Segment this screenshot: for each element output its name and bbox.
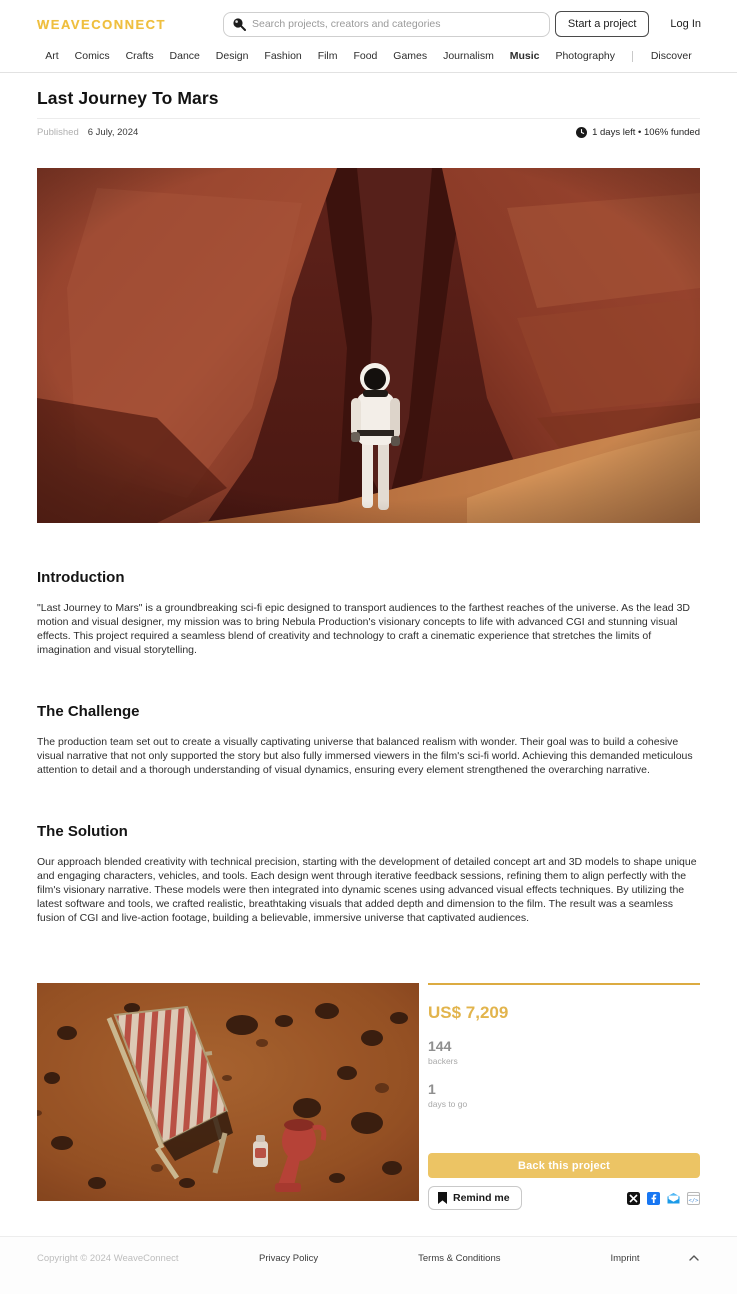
scroll-to-top-chevron-icon[interactable] [688,1252,700,1264]
published-date: 6 July, 2024 [87,127,139,138]
nav-item-food[interactable]: Food [353,50,378,62]
search-input[interactable] [223,12,550,37]
category-nav [0,46,737,73]
nav-divider [632,51,633,62]
site-logo[interactable]: WEAVECONNECT [37,16,166,32]
nav-item-dance[interactable]: Dance [169,50,200,62]
clock-icon [576,127,587,138]
facebook-share-icon[interactable] [647,1192,660,1205]
days-label: days to go [428,1099,468,1109]
nav-item-crafts[interactable]: Crafts [125,50,154,62]
status-badge: 1 days left • 106% funded [592,127,700,138]
published-label: Published [37,127,79,138]
funding-area [37,983,700,1210]
days-count: 1 [428,1081,436,1097]
remind-me-label: Remind me [453,1192,510,1204]
remind-me-button[interactable] [428,1186,522,1210]
copyright-text: Copyright © 2024 WeaveConnect [37,1252,179,1264]
section-solution [37,823,700,925]
section-body: The production team set out to create a visually captivating universe that balanced realism with wonder. Their goal was to build a cohesive visual narrative that not only supported the story but also fully immersed viewers in the film's sci-fi world. Achieving this demanded meticulous attention to detail and a thorough understanding of visual dynamics, ensuring every element strengthened the overarching narrative. [37,736,693,776]
section-introduction [37,569,700,657]
nav-item-discover[interactable]: Discover [650,50,692,62]
bookmark-icon [438,1192,447,1204]
login-link[interactable]: Log In [670,18,701,30]
section-body: Our approach blended creativity with technical precision, starting with the development of detailed concept art and 3D models to shape unique and engaging characters, vehicles, and tools. Each design went through iterative feedback sessions, refining them to align perfectly with the film's visionary narrative. These models were then integrated into dynamic scenes using advanced visual effects techniques. By utilizing the latest software and tools, we crafted realistic, breathtaking visuals that added depth and dimension to the film. The result was a seamless fusion of CGI and live-action footage, building a believable, immersive universe that captivated audiences. [37,856,697,924]
nav-item-comics[interactable]: Comics [74,50,110,62]
funding-panel [428,983,700,1210]
section-heading: The Challenge [37,703,140,720]
search-icon [232,17,246,31]
embed-code-icon[interactable] [687,1192,700,1205]
nav-item-art[interactable]: Art [45,50,59,62]
back-this-project-button[interactable]: Back this project [428,1153,700,1178]
hero-image-astronaut-canyon [37,168,700,523]
meta-row [37,119,700,138]
footer-link-terms[interactable]: Terms & Conditions [418,1252,501,1264]
nav-item-design[interactable]: Design [215,50,249,62]
nav-item-music[interactable]: Music [509,50,540,62]
backers-stat [428,1038,700,1066]
footer [0,1236,737,1294]
section-challenge [37,703,700,777]
email-share-icon[interactable] [667,1192,680,1205]
nav-item-photography[interactable]: Photography [555,50,615,62]
reward-image-deckchair-mars [37,983,419,1201]
start-project-button[interactable]: Start a project [555,11,649,37]
footer-link-privacy[interactable]: Privacy Policy [259,1252,319,1264]
nav-item-journalism[interactable]: Journalism [443,50,494,62]
amount-raised: US$ 7,209 [428,1003,509,1022]
nav-item-games[interactable]: Games [393,50,428,62]
page-title: Last Journey To Mars [37,88,700,119]
nav-item-fashion[interactable]: Fashion [264,50,302,62]
nav-item-film[interactable]: Film [317,50,338,62]
share-icons [627,1192,700,1205]
svg-text:</>: </> [688,1197,699,1204]
section-body: "Last Journey to Mars" is a groundbreaking sci-fi epic designed to transport audiences to the farthest reaches of the universe. As the lead 3D motion and visual designer, my mission was to bring Nebula Production's visionary concepts to life with advanced CGI and stunning visual effects. This project required a seamless blend of creativity and technology to craft a cinematic experience that stretches the limits of imagination and visual storytelling. [37,602,690,656]
x-share-icon[interactable] [627,1192,640,1205]
days-stat [428,1081,700,1109]
backers-count: 144 [428,1038,452,1054]
backers-label: backers [428,1056,458,1066]
top-bar [0,0,737,46]
section-heading: Introduction [37,569,125,586]
footer-link-imprint[interactable]: Imprint [610,1252,640,1264]
search-bar [223,12,550,37]
section-heading: The Solution [37,823,128,840]
